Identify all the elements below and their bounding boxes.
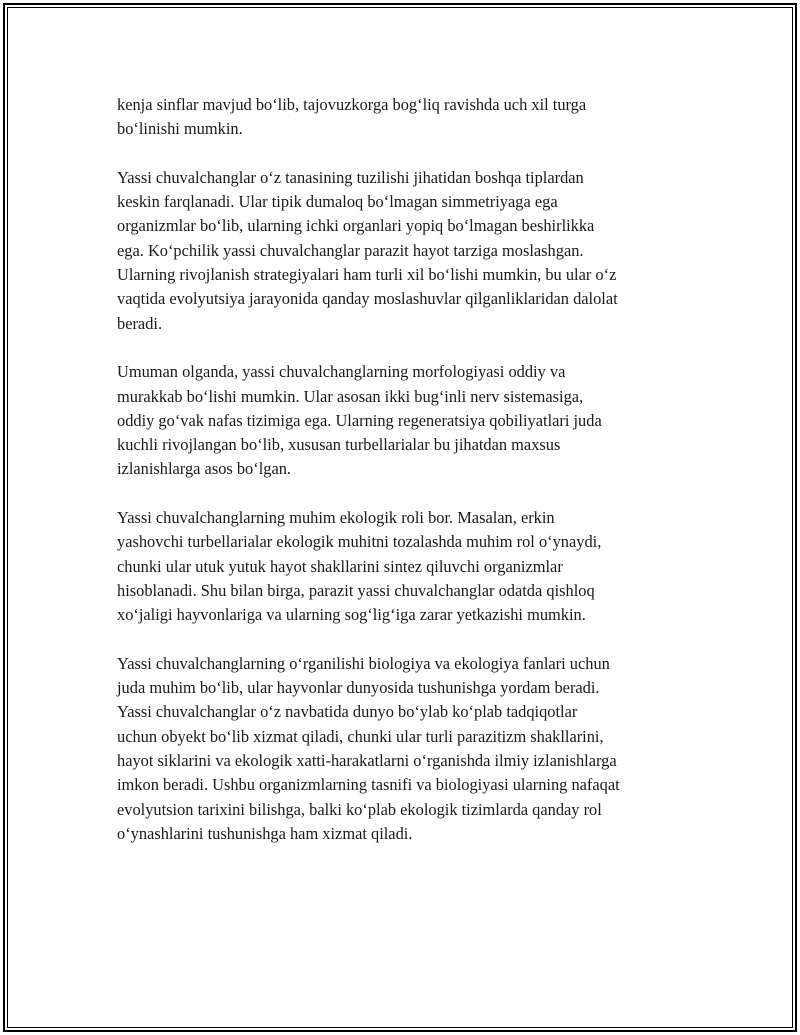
- text-line: Umuman olganda, yassi chuvalchanglarning morfologiyasi oddiy va: [117, 362, 566, 382]
- text-line: juda muhim bo‘lib, ular hayvonlar dunyosida tushunishga yordam beradi.: [117, 678, 600, 698]
- text-line: bo‘linishi mumkin.: [117, 119, 243, 139]
- text-line: kenja sinflar mavjud bo‘lib, tajovuzkorga bog‘liq ravishda uch xil turga: [117, 95, 587, 114]
- text-line: o‘ynashlarini tushunishga ham xizmat qiladi.: [117, 823, 413, 843]
- text-line: kuchli rivojlangan bo‘lib, xususan turbellarialar bu jihatdan maxsus: [117, 435, 561, 455]
- text-line: Yassi chuvalchanglar o‘z navbatida dunyo bo‘ylab ko‘plab tadqiqotlar: [117, 702, 578, 722]
- text-line: uchun obyekt bo‘lib xizmat qiladi, chunki ular turli parazitizm shakllarini,: [117, 726, 604, 746]
- text-line: chunki ular utuk yutuk hayot shakllarini sintez qiluvchi organizmlar: [117, 556, 563, 576]
- text-line: xo‘jaligi hayvonlariga va ularning sog‘lig‘iga zarar yetkazishi mumkin.: [117, 605, 586, 625]
- paragraph-1: [117, 93, 692, 142]
- paragraph-2: [117, 166, 692, 336]
- text-line: imkon beradi. Ushbu organizmlarning tasnifi va biologiyasi ularning nafaqat: [117, 775, 620, 795]
- text-line: Yassi chuvalchanglar o‘z tanasining tuzilishi jihatidan boshqa tiplardan: [117, 167, 584, 187]
- text-line: murakkab bo‘lishi mumkin. Ular asosan ikki bug‘inli nerv sistemasiga,: [117, 386, 584, 406]
- text-line: beradi.: [117, 313, 163, 333]
- text-line: Ularning rivojlanish strategiyalari ham turli xil bo‘lishi mumkin, bu ular o‘z: [117, 265, 617, 285]
- document-body: [117, 93, 692, 871]
- paragraph-4: [117, 506, 692, 627]
- text-line: Yassi chuvalchanglarning muhim ekologik roli bor. Masalan, erkin: [117, 508, 555, 528]
- paragraph-3: [117, 360, 692, 481]
- text-line: yashovchi turbellarialar ekologik muhitni tozalashda muhim rol o‘ynaydi,: [117, 532, 602, 552]
- paragraph-5: [117, 652, 692, 846]
- text-line: hayot siklarini va ekologik xatti-harakatlarni o‘rganishda ilmiy izlanishlarga: [117, 751, 617, 771]
- text-line: Yassi chuvalchanglarning o‘rganilishi biologiya va ekologiya fanlari uchun: [117, 653, 610, 673]
- text-line: keskin farqlanadi. Ular tipik dumaloq bo‘lmagan simmetriyaga ega: [117, 192, 558, 212]
- text-line: izlanishlarga asos bo‘lgan.: [117, 459, 292, 479]
- text-line: ega. Ko‘pchilik yassi chuvalchanglar parazit hayot tarziga moslashgan.: [117, 240, 584, 260]
- text-line: evolyutsion tarixini bilishga, balki ko‘plab ekologik tizimlarda qanday rol: [117, 799, 602, 819]
- text-line: hisoblanadi. Shu bilan birga, parazit yassi chuvalchanglar odatda qishloq: [117, 580, 595, 600]
- text-line: oddiy go‘vak nafas tizimiga ega. Ularning regeneratsiya qobiliyatlari juda: [117, 410, 602, 430]
- text-line: vaqtida evolyutsiya jarayonida qanday moslashuvlar qilganliklaridan dalolat: [117, 289, 618, 309]
- text-line: organizmlar bo‘lib, ularning ichki organlari yopiq bo‘lmagan beshirlikka: [117, 216, 595, 236]
